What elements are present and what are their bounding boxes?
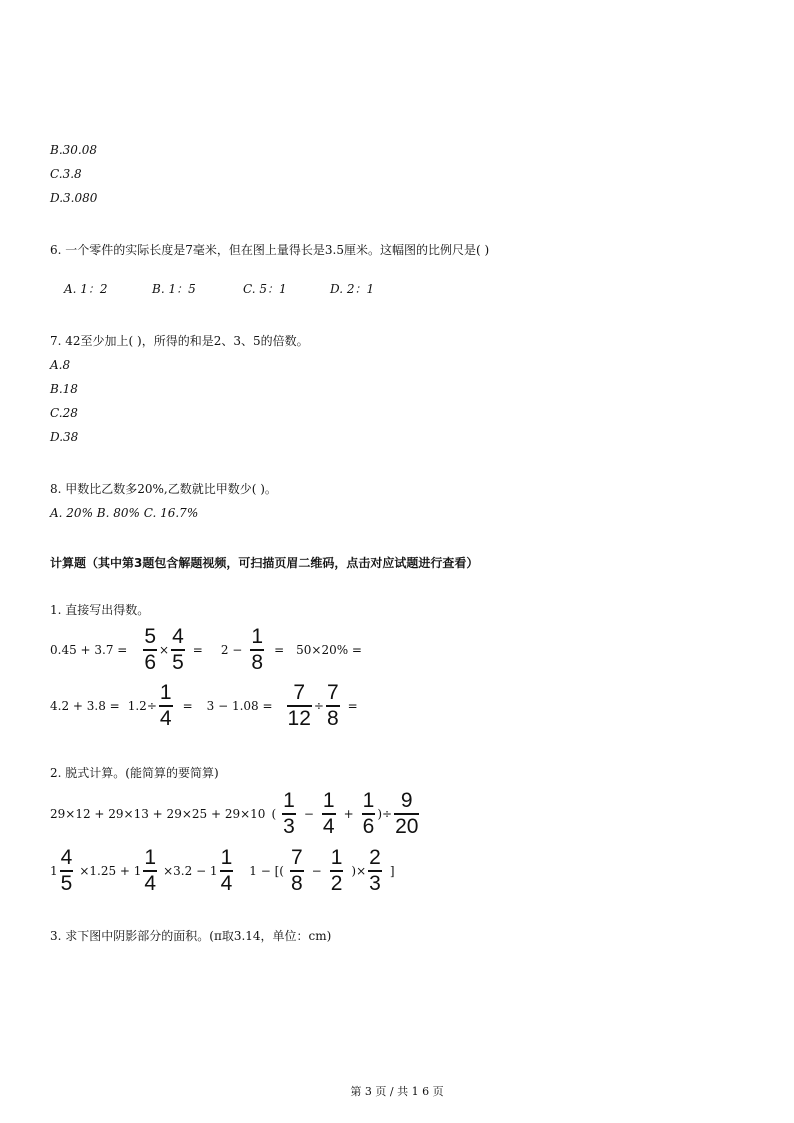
calc2-expr-a: 29×12 + 29×13 + 29×25 + 29×10 [50, 807, 266, 821]
calc1-expr-f-prefix: 1.2÷ [127, 699, 157, 713]
paren-close: )÷ [377, 807, 393, 821]
operator: + [343, 807, 354, 821]
calc2-expr-mid-2: ×3.2 − 1 [163, 864, 218, 878]
calc1-row-1 [50, 624, 362, 676]
calc2-row-1 [50, 788, 421, 840]
fraction: $\frac{7}{8}$ [290, 846, 303, 895]
q6-option-c: C. 5：1 [243, 282, 287, 296]
q5-option-d: D.3.080 [50, 191, 98, 205]
equals-sign: = [274, 643, 285, 657]
calc2-expr-b-open: 1 − [( [249, 864, 284, 878]
q6-option-d: D. 2：1 [330, 282, 375, 296]
q7-option-d: D.38 [50, 430, 79, 444]
fraction: $\frac{5}{6}$ [144, 625, 157, 674]
q6-stem: 6. 一个零件的实际长度是7毫米，但在图上量得长是3.5厘米。这幅图的比例尺是( ) [50, 243, 490, 257]
fraction: $\frac{1}{4}$ [220, 846, 233, 895]
bracket-close: ] [389, 864, 395, 878]
fraction: $\frac{1}{2}$ [330, 846, 343, 895]
q7-option-c: C.28 [50, 406, 78, 420]
fraction: $\frac{4}{5}$ [172, 625, 184, 674]
paren-open: ( [271, 807, 277, 821]
section-title: 计算题（其中第3题包含解题视频，可扫描页眉二维码，点击对应试题进行查看） [50, 556, 479, 570]
calc2-expr-mid: ×1.25 + 1 [79, 864, 142, 878]
fraction: $\frac{1}{3}$ [283, 789, 295, 838]
equals-sign: = [347, 699, 358, 713]
fraction: $\frac{1}{6}$ [362, 789, 375, 838]
mixed-number: 1 $\frac{4}{5}$ [50, 846, 73, 895]
fraction: $\frac{1}{4}$ [159, 681, 172, 730]
q5-option-b: B.30.08 [50, 143, 97, 157]
calc1-expr-g: 3 − 1.08 = [206, 699, 273, 713]
equals-sign: = [182, 699, 193, 713]
q7-stem: 7. 42至少加上( )，所得的和是2、3、5的倍数。 [50, 334, 309, 348]
q6-option-a: A. 1：2 [64, 282, 108, 296]
operator: ÷ [313, 699, 324, 713]
fraction: $\frac{1}{4}$ [322, 789, 335, 838]
calc2-expr-b-mid: )× [351, 864, 367, 878]
fraction: $\frac{1}{8}$ [251, 625, 264, 674]
calc2-row-2 [50, 845, 395, 897]
q7-option-b: B.18 [50, 382, 78, 396]
fraction: $\frac{9}{20}$ [395, 789, 419, 838]
q5-option-c: C.3.8 [50, 167, 82, 181]
calc1-row-2 [50, 680, 358, 732]
fraction: $\frac{4}{5}$ [60, 846, 73, 895]
operator: − [303, 807, 314, 821]
operator: − [311, 864, 322, 878]
calc1-expr-d: 50×20% = [296, 643, 362, 657]
fraction: $\frac{2}{3}$ [369, 846, 381, 895]
calc2-stem: 2. 脱式计算。(能简算的要简算) [50, 766, 219, 780]
fraction: $\frac{7}{8}$ [326, 681, 339, 730]
fraction: $\frac{1}{4}$ [144, 846, 157, 895]
calc1-expr-e: 4.2 + 3.8 = [50, 699, 120, 713]
calc1-stem: 1. 直接写出得数。 [50, 603, 150, 617]
calc1-expr-c-prefix: 2 − [220, 643, 243, 657]
q6-option-b: B. 1：5 [152, 282, 196, 296]
q8-stem: 8. 甲数比乙数多20%,乙数就比甲数少( )。 [50, 482, 277, 496]
calc1-expr-b [141, 626, 159, 674]
page-footer: 第 3 页 / 共 1 6 页 [350, 1085, 444, 1098]
equals-sign: = [192, 643, 203, 657]
calc3-stem: 3. 求下图中阴影部分的面积。(π取3.14，单位：cm) [50, 929, 332, 943]
calc1-expr-a: 0.45 + 3.7 = [50, 643, 128, 657]
fraction: $\frac{7}{12}$ [287, 681, 311, 730]
q7-option-a: A.8 [50, 358, 71, 372]
q8-options: A. 20% B. 80% C. 16.7% [50, 506, 199, 520]
operator: × [159, 643, 170, 657]
